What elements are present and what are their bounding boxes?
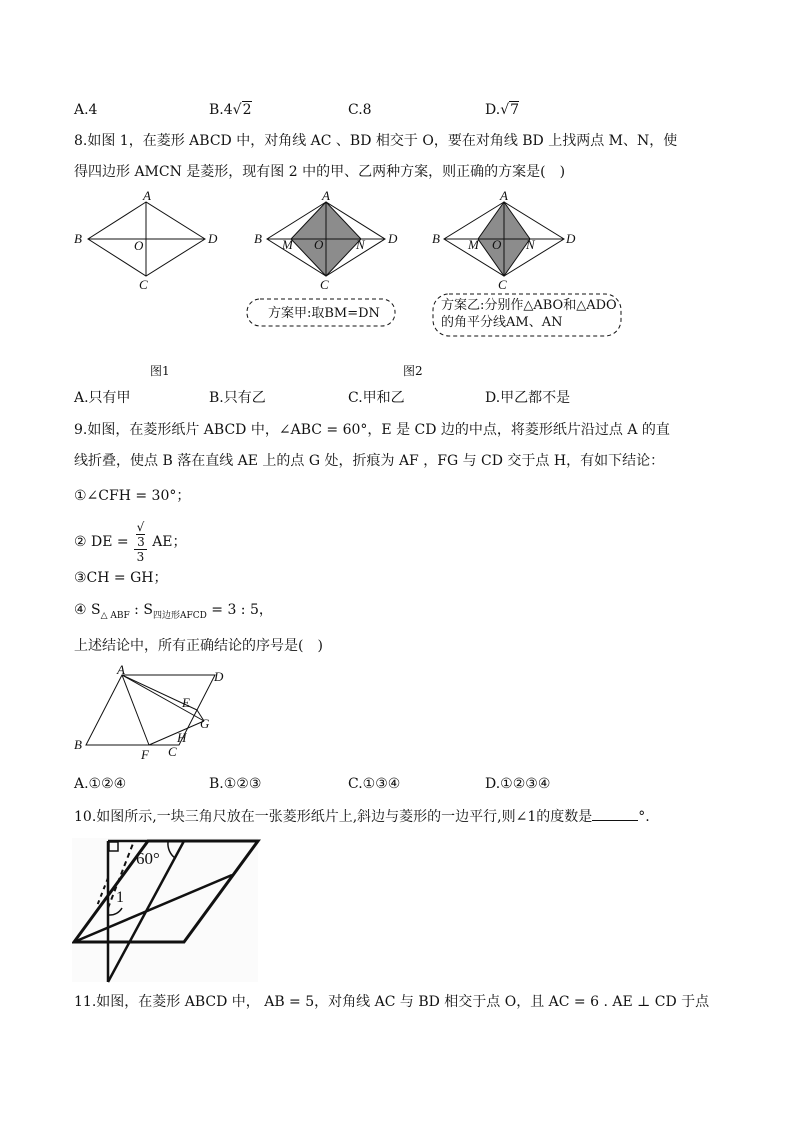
q7-option-a: A.4: [74, 102, 98, 118]
q9-conclusion-1: ①∠CFH = 30°；: [74, 488, 191, 504]
fig2a-label-o: O: [314, 237, 324, 252]
fig9-label-d: D: [214, 669, 224, 684]
q9-question: 上述结论中，所有正确结论的序号是( ): [74, 638, 323, 654]
plan-b-text-1: 方案乙:分别作△ABO和△ADO: [441, 298, 617, 313]
fig9-label-g: G: [200, 716, 210, 731]
q7-option-c: C.8: [348, 102, 372, 118]
q8-figure-2-plan-a: [254, 190, 398, 292]
fig1-label-o: O: [134, 238, 144, 253]
fig2b-label-b: B: [432, 231, 440, 246]
fig1-label-c: C: [139, 277, 148, 292]
q7-option-b-prefix: B.4: [209, 102, 233, 118]
fig2a-label-a: A: [322, 190, 330, 203]
q7-option-b: B.4√2: [209, 102, 252, 118]
figure-1-caption: 图1: [150, 364, 170, 378]
q9-line-1: 9.如图，在菱形纸片 ABCD 中，∠ABC = 60°，E 是 CD 边的中点，将菱形纸片沿过点 A 的直: [74, 422, 670, 438]
q9-c4-sub-2: 四边形AFCD: [152, 610, 207, 621]
fig2a-label-m: M: [282, 237, 293, 252]
q8-line-1: 8.如图 1，在菱形 ABCD 中，对角线 AC 、BD 相交于 O，要在对角线 BD 上找两点 M、N，使: [74, 133, 678, 149]
q9-option-b: B.①②③: [209, 776, 262, 792]
q9-line-2: 线折叠，使点 B 落在直线 AE 上的点 G 处，折痕为 AF ，FG 与 CD 交于点 H，有如下结论：: [74, 453, 665, 469]
fig2b-label-c: C: [498, 277, 507, 292]
q9-c4-mid: : S: [129, 602, 153, 618]
fig2b-label-a: A: [500, 190, 508, 203]
q8-option-a: A.只有甲: [74, 390, 131, 406]
q8-figure-1: [74, 190, 218, 292]
q7-option-b-radicand: 2: [242, 102, 252, 118]
fig9-label-f: F: [141, 747, 149, 762]
q10-angle-60-label: 60°: [136, 849, 160, 868]
q9-c4-suffix: = 3 : 5，: [206, 602, 273, 618]
fig9-label-e: E: [182, 695, 190, 710]
fig2a-label-b: B: [254, 231, 262, 246]
fig9-label-h: H: [177, 730, 187, 745]
fig2a-label-d: D: [388, 231, 398, 246]
q9-option-d: D.①②③④: [485, 776, 551, 792]
q9-c4-prefix: ④ S: [74, 602, 101, 618]
q9-c2-prefix: ② DE =: [74, 534, 129, 550]
q8-option-d: D.甲乙都不是: [485, 390, 571, 406]
q10-suffix: °.: [638, 809, 650, 825]
q10-figure: [72, 838, 262, 984]
q9-conclusion-3: ③CH = GH；: [74, 570, 168, 586]
q9-figure: [70, 663, 240, 763]
fig1-label-d: D: [208, 231, 218, 246]
q9-c4-sub-1: △ ABF: [100, 610, 130, 621]
q9-c2-numerator: 3: [137, 535, 145, 549]
q8-line-2: 得四边形 AMCN 是菱形，现有图 2 中的甲、乙两种方案，则正确的方案是( ): [74, 164, 566, 180]
q10-answer-blank: [592, 806, 638, 821]
q9-conclusion-2: [74, 520, 187, 564]
q7-option-d: D.√7: [485, 102, 520, 118]
fig2a-label-n: N: [356, 237, 365, 252]
q9-option-a: A.①②④: [74, 776, 127, 792]
fig2b-label-d: D: [566, 231, 576, 246]
fig9-label-a: A: [117, 663, 125, 677]
q11-line: 11.如图，在菱形 ABCD 中， AB = 5，对角线 AC 与 BD 相交于点 O，且 AC = 6 . AE ⊥ CD 于点: [74, 994, 710, 1010]
q9-c2-denominator: 3: [136, 550, 145, 564]
q8-option-c: C.甲和乙: [348, 390, 405, 406]
q10-line: [74, 806, 650, 827]
q10-angle-1-label: 1: [116, 889, 124, 906]
fig2b-label-o: O: [492, 237, 502, 252]
fig1-label-a: A: [143, 190, 151, 203]
q7-option-d-radicand: 7: [510, 102, 520, 118]
q8-figure-2-plan-b: [432, 190, 576, 292]
q10-text: 10.如图所示,一块三角尺放在一张菱形纸片上,斜边与菱形的一边平行,则∠1的度数是: [74, 809, 593, 825]
fig9-label-b: B: [74, 737, 82, 752]
fig2a-label-c: C: [320, 277, 329, 292]
q9-option-c: C.①③④: [348, 776, 401, 792]
fig9-label-c: C: [168, 744, 177, 759]
q8-option-b: B.只有乙: [209, 390, 266, 406]
fig2b-label-n: N: [526, 237, 535, 252]
q9-c2-fraction: √ 3 3: [134, 520, 147, 564]
q7-option-d-prefix: D.: [485, 102, 501, 118]
q9-c2-suffix: AE；: [152, 534, 187, 550]
q8-figures: [70, 190, 630, 380]
plan-b-text-2: 的角平分线AM、AN: [441, 315, 563, 330]
q9-conclusion-4: [74, 600, 273, 626]
fig2b-label-m: M: [468, 237, 479, 252]
fig1-label-b: B: [74, 231, 82, 246]
plan-a-text: 方案甲:取BM=DN: [268, 306, 380, 321]
figure-2-caption: 图2: [403, 364, 423, 378]
